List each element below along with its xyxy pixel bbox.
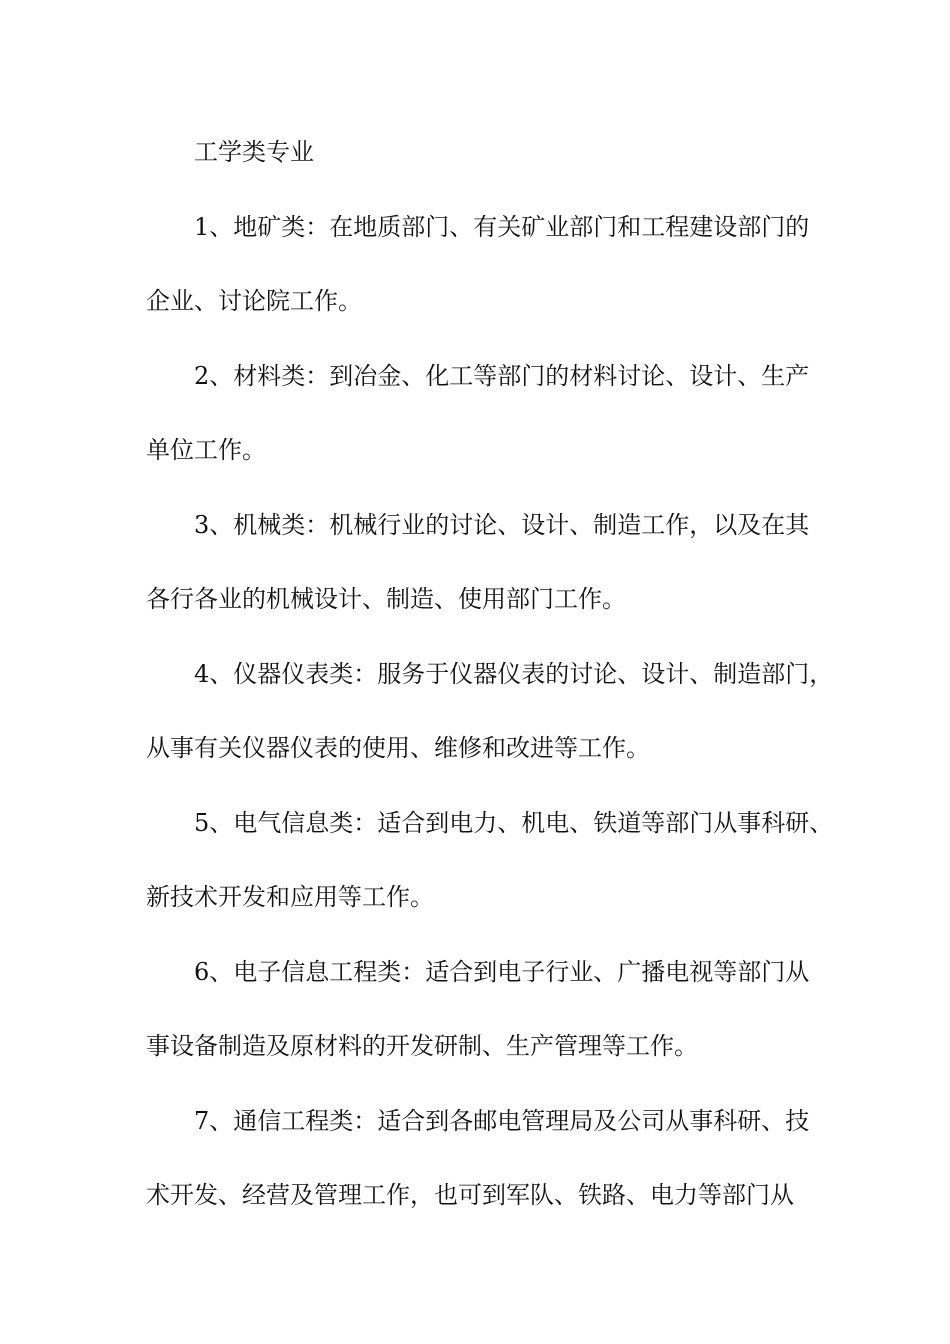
paragraph-line: 事设备制造及原材料的开发研制、生产管理等工作。: [146, 1032, 698, 1060]
paragraph-line: 从事有关仪器仪表的使用、维修和改进等工作。: [146, 734, 650, 762]
paragraph-line: 2、材料类：到冶金、化工等部门的材料讨论、设计、生产: [194, 361, 810, 390]
paragraph-line: 6、电子信息工程类：适合到电子行业、广播电视等部门从: [194, 957, 810, 986]
paragraph-line: 1、地矿类：在地质部门、有关矿业部门和工程建设部门的: [194, 212, 810, 241]
paragraph-line: 7、通信工程类：适合到各邮电管理局及公司从事科研、技: [194, 1106, 810, 1135]
section-heading: 工学类专业: [194, 138, 314, 166]
paragraph-line: 各行各业的机械设计、制造、使用部门工作。: [146, 585, 626, 613]
paragraph-line: 新技术开发和应用等工作。: [146, 883, 434, 911]
paragraph-line: 单位工作。: [146, 436, 266, 464]
paragraph-line: 企业、讨论院工作。: [146, 287, 362, 315]
paragraph-line: 3、机械类：机械行业的讨论、设计、制造工作，以及在其: [194, 510, 810, 539]
paragraph-line: 术开发、经营及管理工作，也可到军队、铁路、电力等部门从: [146, 1181, 794, 1209]
paragraph-line: 4、仪器仪表类：服务于仪器仪表的讨论、设计、制造部门，: [194, 659, 834, 688]
document-body: [146, 132, 834, 1250]
paragraph-line: 5、电气信息类：适合到电力、机电、铁道等部门从事科研、: [194, 808, 834, 837]
